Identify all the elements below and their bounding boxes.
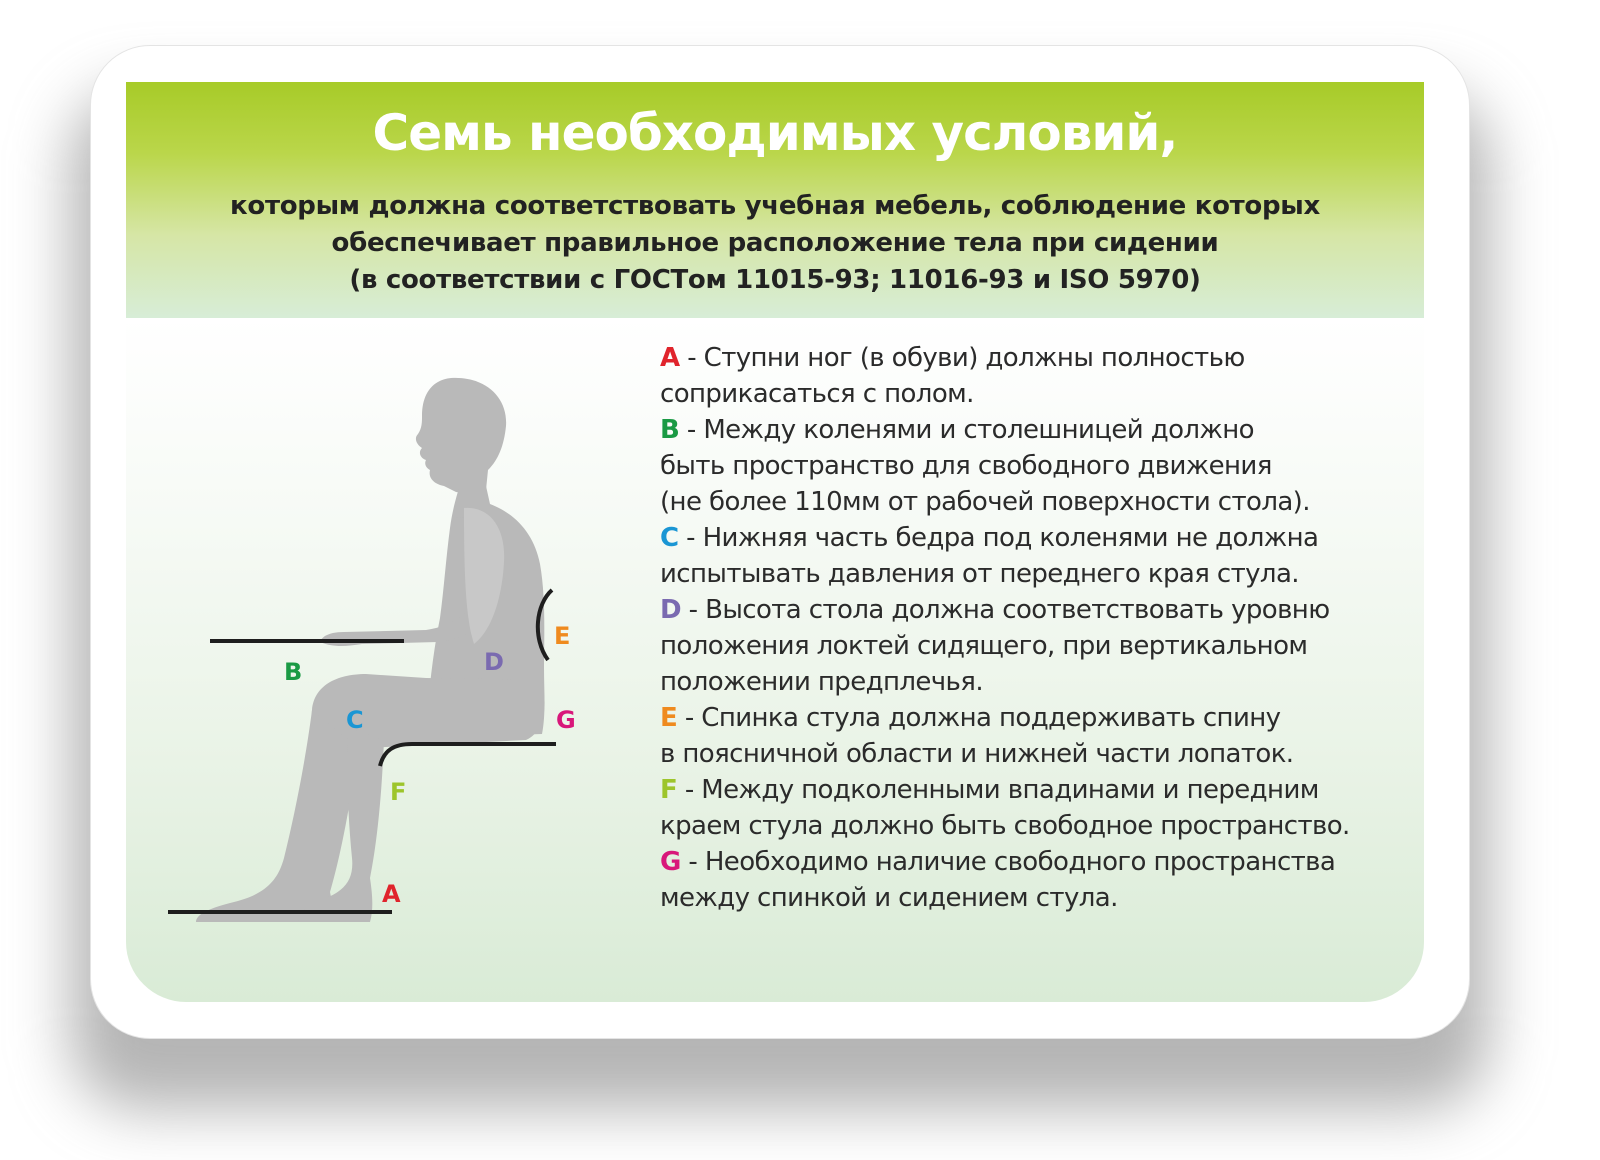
page-title: Семь необходимых условий,	[372, 104, 1178, 162]
marker-f: F	[390, 778, 407, 806]
condition-text: - Между коленями и столешницей должно	[679, 415, 1254, 445]
seated-figure-illustration	[126, 318, 646, 1002]
header-banner	[126, 82, 1424, 318]
condition-line: испытывать давления от переднего края стула.	[660, 559, 1299, 589]
condition-line	[660, 772, 1420, 808]
condition-line: соприкасаться с полом.	[660, 379, 974, 409]
condition-line: между спинкой и сидением стула.	[660, 883, 1118, 913]
condition-letter: E	[660, 703, 678, 733]
condition-line	[660, 520, 1420, 556]
marker-g: G	[556, 706, 576, 734]
condition-text: - Между подколенными впадинами и передним	[677, 775, 1319, 805]
condition-text: - Высота стола должна соответствовать уровню	[680, 595, 1330, 625]
condition-text: - Ступни ног (в обуви) должны полностью	[679, 343, 1245, 373]
content-panel	[126, 318, 1424, 1002]
condition-item-d	[660, 592, 1420, 700]
condition-line: быть пространство для свободного движения	[660, 451, 1272, 481]
marker-e: E	[554, 622, 571, 650]
left-leg-shape	[196, 710, 358, 922]
marker-b: B	[284, 658, 303, 686]
condition-line: (не более 110мм от рабочей поверхности стола).	[660, 487, 1310, 517]
condition-line: краем стула должно быть свободное пространство.	[660, 811, 1350, 841]
subtitle-line: (в соответствии с ГОСТом 11015-93; 11016-93 и ISO 5970)	[349, 265, 1201, 295]
condition-line: в поясничной области и нижней части лопаток.	[660, 739, 1294, 769]
condition-letter: C	[660, 523, 679, 553]
condition-letter: B	[660, 415, 680, 445]
condition-item-f	[660, 772, 1420, 844]
condition-line: положения локтей сидящего, при вертикальном	[660, 631, 1308, 661]
condition-item-c	[660, 520, 1420, 592]
head-shape	[416, 378, 506, 493]
condition-item-b	[660, 412, 1420, 520]
subtitle-line: обеспечивает правильное расположение тела при сидении	[331, 228, 1219, 258]
condition-line	[660, 340, 1420, 376]
conditions-list	[660, 340, 1420, 916]
condition-line	[660, 592, 1420, 628]
condition-line	[660, 700, 1420, 736]
marker-d: D	[484, 648, 504, 676]
condition-letter: G	[660, 847, 681, 877]
condition-item-a	[660, 340, 1420, 412]
condition-line	[660, 412, 1420, 448]
condition-text: - Нижняя часть бедра под коленями не должна	[678, 523, 1319, 553]
condition-letter: D	[660, 595, 681, 625]
condition-item-e	[660, 700, 1420, 772]
condition-item-g	[660, 844, 1420, 916]
seat-line	[380, 744, 556, 766]
condition-text: - Необходимо наличие свободного пространства	[680, 847, 1336, 877]
condition-line	[660, 844, 1420, 880]
condition-text: - Спинка стула должна поддерживать спину	[677, 703, 1281, 733]
subtitle-line: которым должна соответствовать учебная мебель, соблюдение которых	[230, 191, 1320, 221]
info-card	[90, 45, 1470, 1039]
marker-c: C	[346, 706, 364, 734]
posture-diagram	[126, 318, 646, 1002]
condition-letter: F	[660, 775, 678, 805]
marker-a: A	[382, 880, 401, 908]
page-subtitle	[126, 188, 1424, 299]
condition-line: положении предплечья.	[660, 667, 983, 697]
condition-letter: A	[660, 343, 680, 373]
